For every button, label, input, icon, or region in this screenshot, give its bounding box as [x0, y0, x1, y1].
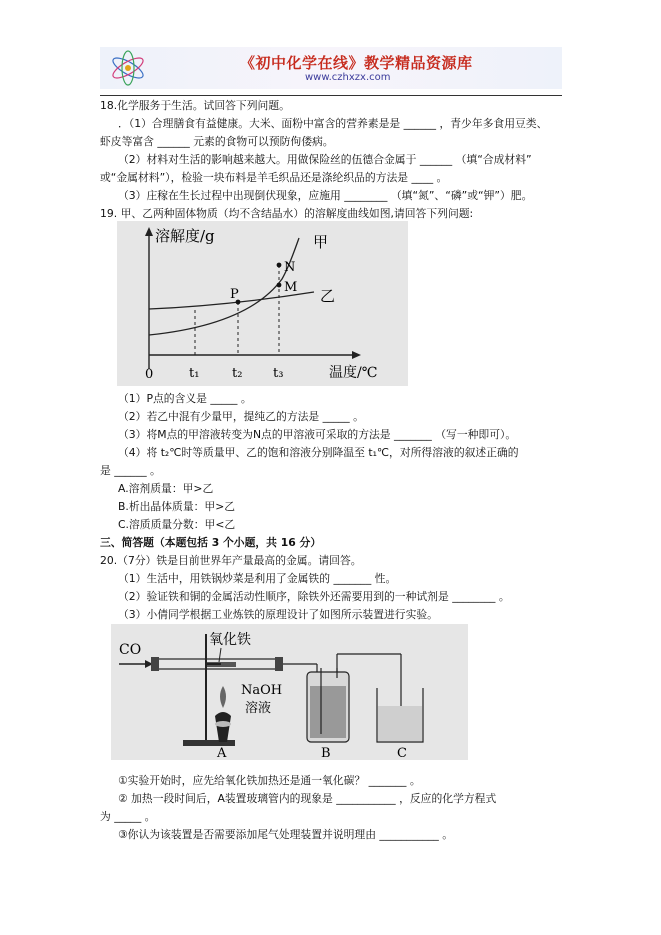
q20-part3: （3）小倩同学根据工业炼铁的原理设计了如图所示装置进行实验。: [118, 608, 438, 621]
q19-part4a: （4）将 t₂℃时等质量甲、乙的饱和溶液分别降温至 t₁℃，对所得溶液的叙述正确的: [118, 446, 519, 459]
graph-origin: 0: [145, 367, 154, 382]
q19-option-c: C.溶质质量分数：甲<乙: [118, 518, 236, 531]
q18-part1b: 虾皮等富含 ______ 元素的食物可以预防佝偻病。: [100, 135, 334, 148]
header-banner: [100, 47, 562, 89]
banner-url: www.czhxzx.com: [305, 72, 391, 83]
q20-stem: 20.（7分）铁是目前世界年产量最高的金属。请回答。: [100, 554, 362, 567]
atom-logo-icon: [108, 50, 148, 86]
q20-step2b: 为 _____ 。: [100, 810, 156, 823]
iron-oxide-label: 氧化铁: [209, 632, 251, 648]
tick-t2: t₂: [232, 366, 243, 381]
q18-part2a: （2）材料对生活的影响越来越大。用做保险丝的伍德合金属于 ______ （填“合成材料”: [118, 153, 532, 166]
solubility-graph: [117, 221, 408, 386]
q19-option-a: A.溶剂质量：甲>乙: [118, 482, 214, 495]
q20-step3: ③你认为该装置是否需要添加尾气处理装置并说明理由 ___________ 。: [118, 828, 454, 841]
tick-t3: t₃: [273, 366, 284, 381]
q20-part1: （1）生活中，用铁锅炒菜是利用了金属铁的 _______ 性。: [118, 572, 397, 585]
curve-a-label: 甲: [313, 233, 329, 251]
point-p-label: P: [230, 287, 239, 302]
q19-stem: 19. 甲、乙两种固体物质（均不含结晶水）的溶解度曲线如图,请回答下列问题:: [100, 207, 474, 220]
q18-part3: （3）庄稼在生长过程中出现倒伏现象，应施用 ________ （填“氮”、“磷”或“钾”）肥。: [118, 189, 533, 202]
q19-option-b: B.析出晶体质量：甲>乙: [118, 500, 236, 513]
q19-part1: （1）P点的含义是 _____ 。: [118, 392, 252, 405]
q20-step2a: ② 加热一段时间后，A装置玻璃管内的现象是 ___________ ，反应的化学方程式: [118, 792, 497, 805]
graph-xlabel: 温度/℃: [329, 365, 378, 381]
section3-heading: 三、简答题（本题包括 3 个小题，共 16 分）: [100, 536, 322, 549]
q18-part2b: 或“金属材料”），检验一块布料是羊毛织品还是涤纶织品的方法是 ____ 。: [100, 171, 448, 184]
q19-part3: （3）将M点的甲溶液转变为N点的甲溶液可采取的方法是 _______ （写一种即可）。: [118, 428, 517, 441]
apparatus-diagram: [111, 624, 468, 760]
label-c: C: [397, 746, 407, 760]
q18-stem: 18.化学服务于生活。试回答下列问题。: [100, 99, 290, 112]
header-divider: [100, 95, 562, 96]
label-b: B: [321, 746, 331, 760]
tick-t1: t₁: [189, 366, 200, 381]
point-m-label: M: [284, 280, 298, 295]
banner-title: 《初中化学在线》教学精品资源库: [240, 54, 473, 72]
solution-label: 溶液: [245, 701, 272, 716]
q20-step1: ①实验开始时，应先给氧化铁加热还是通一氧化碳？ _______ 。: [118, 774, 421, 787]
co-label: CO: [119, 642, 142, 658]
q18-part1a: ．（1）合理膳食有益健康。大米、面粉中富含的营养素是是 ______ ，青少年多食用豆类、: [118, 117, 548, 130]
graph-ylabel: 溶解度/g: [155, 227, 215, 245]
curve-b-label: 乙: [320, 287, 336, 305]
q19-part4b: 是 ______ 。: [100, 464, 161, 477]
q20-part2: （2）验证铁和铜的金属活动性顺序，除铁外还需要用到的一种试剂是 ________ 。: [118, 590, 510, 603]
label-a: A: [217, 746, 227, 760]
point-n-label: N: [284, 260, 296, 275]
q19-part2: （2）若乙中混有少量甲，提纯乙的方法是 _____ 。: [118, 410, 364, 423]
naoh-label: NaOH: [241, 683, 283, 698]
